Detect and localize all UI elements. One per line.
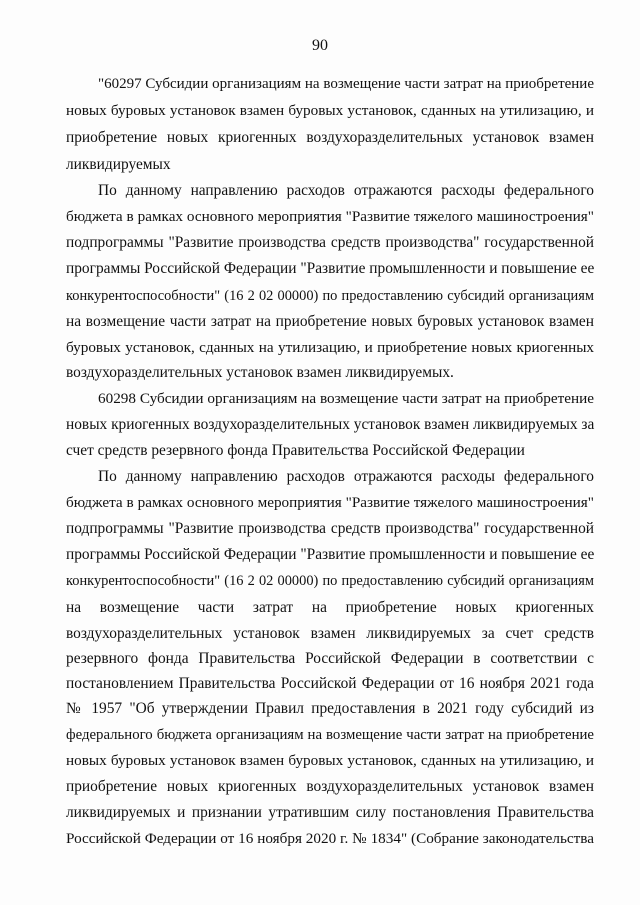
text-line: ликвидируемых и признании утратившим силу постановления Правительства <box>66 804 594 821</box>
text-line: бюджета в рамках основного мероприятия "Развитие тяжелого машиностроения" <box>66 494 594 511</box>
text-line: воздухоразделительных установок взамен ликвидируемых. <box>66 364 454 381</box>
text-line: воздухоразделительных установок взамен ликвидируемых за счет средств <box>66 625 594 642</box>
page-number: 90 <box>312 37 328 54</box>
text-line: "60297 Субсидии организациям на возмещение части затрат на приобретение <box>98 76 594 92</box>
text-line: буровых установок, сданных на утилизацию, и приобретение новых криогенных <box>66 339 594 356</box>
text-line: резервного фонда Правительства Российской Федерации в соответствии с <box>66 650 594 667</box>
text-line: 60298 Субсидии организациям на возмещение части затрат на приобретение <box>98 390 594 407</box>
text-line: подпрограммы "Развитие производства средств производства" государственной <box>66 520 594 537</box>
text-line: новых буровых установок взамен буровых установок, сданных на утилизацию, и <box>66 752 594 769</box>
text-line: конкурентоспособности" (16 2 02 00000) по предоставлению субсидий организациям <box>66 288 594 304</box>
text-line: новых буровых установок взамен буровых установок, сданных на утилизацию, и <box>66 102 594 119</box>
text-line: приобретение новых криогенных воздухоразделительных установок взамен <box>66 778 594 795</box>
text-line: Российской Федерации от 16 ноября 2020 г. № 1834" (Собрание законодательства <box>66 830 594 847</box>
text-line: ликвидируемых <box>66 156 171 173</box>
text-line: программы Российской Федерации "Развитие промышленности и повышение ее <box>66 260 595 277</box>
text-line: подпрограммы "Развитие производства средств производства" государственной <box>66 234 594 251</box>
text-line: По данному направлению расходов отражаются расходы федерального <box>98 182 594 199</box>
text-line: счет средств резервного фонда Правительства Российской Федерации <box>66 442 525 459</box>
text-line: По данному направлению расходов отражаются расходы федерального <box>98 468 594 485</box>
text-line: № 1957 "Об утверждении Правил предоставления в 2021 году субсидий из <box>66 700 594 717</box>
text-line: федерального бюджета организациям на возмещение части затрат на приобретение <box>66 727 594 743</box>
text-line: на возмещение части затрат на приобретение новых буровых установок взамен <box>66 313 594 330</box>
text-line: конкурентоспособности" (16 2 02 00000) по предоставлению субсидий организациям <box>66 573 594 589</box>
text-line: программы Российской Федерации "Развитие промышленности и повышение ее <box>66 546 595 563</box>
text-line: бюджета в рамках основного мероприятия "Развитие тяжелого машиностроения" <box>66 208 594 225</box>
text-line: на возмещение части затрат на приобретение новых криогенных <box>66 599 594 616</box>
text-line: приобретение новых криогенных воздухоразделительных установок взамен <box>66 129 594 146</box>
text-line: новых криогенных воздухоразделительных установок взамен ликвидируемых за <box>66 416 595 433</box>
text-line: постановлением Правительства Российской Федерации от 16 ноября 2021 года <box>66 675 594 692</box>
